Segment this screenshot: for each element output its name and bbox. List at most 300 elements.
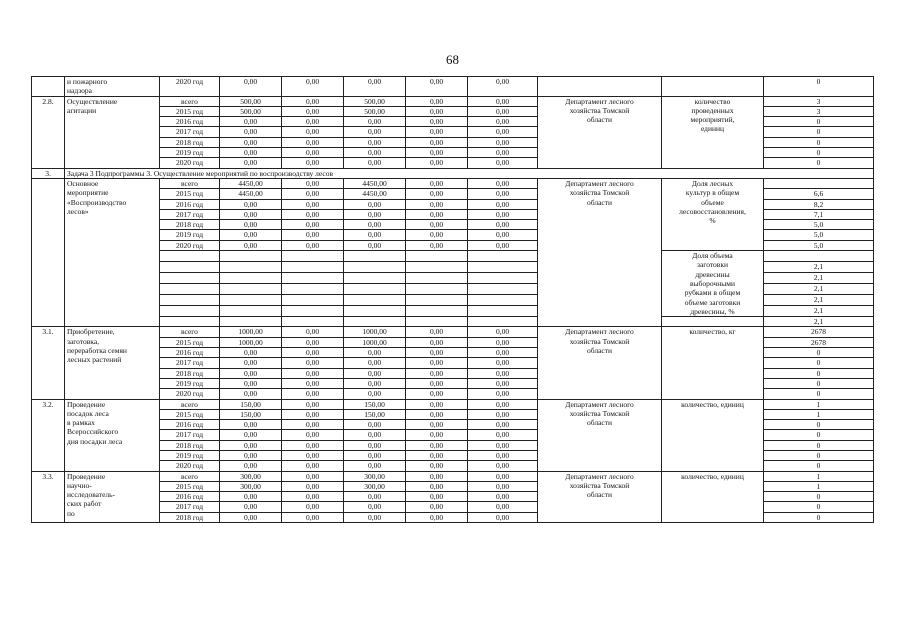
table-row xyxy=(32,399,874,409)
cell-extrabudget-funding: 0,00 xyxy=(468,450,538,460)
cell-responsible-department: Департамент лесного хозяйства Томской области xyxy=(538,96,662,168)
cell-period: 2018 год xyxy=(160,440,220,450)
cell-extrabudget-funding: 0,00 xyxy=(468,461,538,471)
cell-period: всего xyxy=(160,471,220,481)
cell-indicator-value: 2,1 xyxy=(764,262,874,273)
cell-period: 2017 год xyxy=(160,502,220,512)
cell-total-funding: 0,00 xyxy=(220,368,282,378)
cell-period xyxy=(160,273,220,284)
cell-period: всего xyxy=(160,178,220,188)
cell-regional-funding: 0,00 xyxy=(344,199,406,209)
cell-federal-funding: 0,00 xyxy=(282,137,344,147)
cell-total-funding: 0,00 xyxy=(220,492,282,502)
cell-indicator-value: 0 xyxy=(764,148,874,158)
cell-regional-funding: 500,00 xyxy=(344,96,406,106)
cell-total-funding: 0,00 xyxy=(220,209,282,219)
cell-indicator-value: 0 xyxy=(764,440,874,450)
cell-regional-funding: 0,00 xyxy=(344,492,406,502)
cell-extrabudget-funding xyxy=(468,273,538,284)
cell-indicator-value: 0 xyxy=(764,368,874,378)
cell-indicator-value: 0 xyxy=(764,502,874,512)
cell-total-funding: 0,00 xyxy=(220,430,282,440)
cell-item-number: 3.3. xyxy=(32,471,65,522)
cell-regional-funding: 0,00 xyxy=(344,137,406,147)
cell-indicator-value: 2,1 xyxy=(764,317,874,327)
cell-activity-name: Приобретение, заготовка, переработка семян лесных растений xyxy=(65,327,160,399)
cell-period: 2016 год xyxy=(160,420,220,430)
cell-federal-funding: 0,00 xyxy=(282,199,344,209)
cell-total-funding: 0,00 xyxy=(220,502,282,512)
cell-local-funding: 0,00 xyxy=(406,492,468,502)
cell-extrabudget-funding: 0,00 xyxy=(468,230,538,240)
table-row xyxy=(32,471,874,481)
cell-total-funding xyxy=(220,273,282,284)
cell-indicator-value: 0 xyxy=(764,117,874,127)
cell-regional-funding: 0,00 xyxy=(344,230,406,240)
cell-regional-funding: 0,00 xyxy=(344,512,406,522)
cell-indicator-value: 0 xyxy=(764,461,874,471)
cell-local-funding: 0,00 xyxy=(406,199,468,209)
cell-period: 2017 год xyxy=(160,358,220,368)
cell-extrabudget-funding: 0,00 xyxy=(468,502,538,512)
cell-regional-funding: 1000,00 xyxy=(344,337,406,347)
cell-federal-funding: 0,00 xyxy=(282,461,344,471)
cell-responsible-department xyxy=(538,77,662,97)
cell-total-funding: 0,00 xyxy=(220,127,282,137)
cell-indicator-value: 3 xyxy=(764,96,874,106)
table-row xyxy=(32,77,874,97)
cell-extrabudget-funding: 0,00 xyxy=(468,106,538,116)
cell-total-funding: 0,00 xyxy=(220,389,282,399)
cell-period: 2016 год xyxy=(160,348,220,358)
cell-total-funding: 0,00 xyxy=(220,158,282,168)
cell-total-funding: 0,00 xyxy=(220,148,282,158)
cell-indicator-value: 0 xyxy=(764,378,874,388)
cell-local-funding: 0,00 xyxy=(406,399,468,409)
cell-period: 2020 год xyxy=(160,240,220,250)
cell-extrabudget-funding xyxy=(468,251,538,262)
cell-regional-funding xyxy=(344,273,406,284)
cell-total-funding: 150,00 xyxy=(220,399,282,409)
cell-extrabudget-funding: 0,00 xyxy=(468,492,538,502)
cell-indicator-value: 2,1 xyxy=(764,306,874,317)
cell-regional-funding: 0,00 xyxy=(344,378,406,388)
cell-regional-funding xyxy=(344,306,406,317)
cell-extrabudget-funding: 0,00 xyxy=(468,148,538,158)
page-number: 68 xyxy=(446,52,459,67)
cell-period: 2019 год xyxy=(160,378,220,388)
cell-regional-funding: 300,00 xyxy=(344,471,406,481)
cell-regional-funding: 0,00 xyxy=(344,348,406,358)
cell-extrabudget-funding: 0,00 xyxy=(468,378,538,388)
cell-local-funding: 0,00 xyxy=(406,137,468,147)
cell-regional-funding: 0,00 xyxy=(344,430,406,440)
cell-total-funding: 500,00 xyxy=(220,96,282,106)
cell-federal-funding xyxy=(282,251,344,262)
cell-federal-funding: 0,00 xyxy=(282,220,344,230)
cell-indicator-value: 0 xyxy=(764,512,874,522)
cell-local-funding: 0,00 xyxy=(406,348,468,358)
cell-indicator-value: 0 xyxy=(764,492,874,502)
cell-regional-funding: 4450,00 xyxy=(344,178,406,188)
cell-period: 2019 год xyxy=(160,450,220,460)
cell-total-funding xyxy=(220,284,282,295)
cell-federal-funding: 0,00 xyxy=(282,106,344,116)
cell-extrabudget-funding: 0,00 xyxy=(468,199,538,209)
task-row xyxy=(32,168,874,178)
cell-indicator-name: количество, единиц xyxy=(662,471,764,522)
cell-total-funding: 0,00 xyxy=(220,461,282,471)
cell-total-funding: 0,00 xyxy=(220,378,282,388)
cell-responsible-department: Департамент лесного хозяйства Томской области xyxy=(538,471,662,522)
cell-indicator-value: 5,0 xyxy=(764,230,874,240)
cell-indicator-value: 2,1 xyxy=(764,295,874,306)
cell-item-number: 2.8. xyxy=(32,96,65,168)
cell-extrabudget-funding: 0,00 xyxy=(468,189,538,199)
cell-total-funding: 300,00 xyxy=(220,481,282,491)
cell-total-funding xyxy=(220,251,282,262)
cell-activity-name: Основное мероприятие «Воспроизводство лесов» xyxy=(65,178,160,326)
cell-local-funding: 0,00 xyxy=(406,430,468,440)
cell-indicator-value: 5,0 xyxy=(764,240,874,250)
cell-total-funding: 0,00 xyxy=(220,348,282,358)
cell-federal-funding xyxy=(282,284,344,295)
cell-total-funding: 0,00 xyxy=(220,440,282,450)
cell-federal-funding xyxy=(282,317,344,327)
cell-extrabudget-funding: 0,00 xyxy=(468,327,538,337)
cell-indicator-value: 2678 xyxy=(764,327,874,337)
cell-indicator-value: 8,2 xyxy=(764,199,874,209)
cell-task-title: Задача 3 Подпрограммы 3. Осуществление мероприятий по воспроизводству лесов xyxy=(65,168,874,178)
cell-federal-funding: 0,00 xyxy=(282,471,344,481)
cell-regional-funding: 0,00 xyxy=(344,220,406,230)
cell-local-funding xyxy=(406,306,468,317)
table-row xyxy=(32,178,874,188)
cell-extrabudget-funding xyxy=(468,317,538,327)
cell-period xyxy=(160,284,220,295)
cell-local-funding: 0,00 xyxy=(406,230,468,240)
cell-regional-funding: 0,00 xyxy=(344,389,406,399)
cell-total-funding: 0,00 xyxy=(220,77,282,97)
cell-period: 2015 год xyxy=(160,106,220,116)
cell-regional-funding xyxy=(344,317,406,327)
cell-responsible-department: Департамент лесного хозяйства Томской области xyxy=(538,327,662,399)
cell-federal-funding: 0,00 xyxy=(282,389,344,399)
cell-extrabudget-funding xyxy=(468,306,538,317)
cell-indicator-name: количество, кг xyxy=(662,327,764,399)
cell-local-funding: 0,00 xyxy=(406,77,468,97)
cell-federal-funding: 0,00 xyxy=(282,420,344,430)
cell-regional-funding: 0,00 xyxy=(344,148,406,158)
cell-federal-funding: 0,00 xyxy=(282,492,344,502)
cell-federal-funding: 0,00 xyxy=(282,512,344,522)
cell-local-funding: 0,00 xyxy=(406,512,468,522)
cell-local-funding: 0,00 xyxy=(406,158,468,168)
cell-total-funding: 0,00 xyxy=(220,220,282,230)
cell-indicator-value: 0 xyxy=(764,348,874,358)
cell-period: 2020 год xyxy=(160,461,220,471)
cell-total-funding: 0,00 xyxy=(220,240,282,250)
cell-extrabudget-funding: 0,00 xyxy=(468,368,538,378)
cell-local-funding xyxy=(406,317,468,327)
cell-extrabudget-funding xyxy=(468,284,538,295)
cell-period: 2016 год xyxy=(160,117,220,127)
cell-indicator-value: 0 xyxy=(764,137,874,147)
cell-period: всего xyxy=(160,327,220,337)
cell-regional-funding xyxy=(344,295,406,306)
cell-period xyxy=(160,295,220,306)
cell-total-funding xyxy=(220,306,282,317)
cell-local-funding: 0,00 xyxy=(406,178,468,188)
cell-indicator-name: Доля лесных культур в общем объеме лесовосстановления, % xyxy=(662,178,764,250)
cell-local-funding: 0,00 xyxy=(406,461,468,471)
cell-regional-funding: 150,00 xyxy=(344,399,406,409)
cell-total-funding: 0,00 xyxy=(220,358,282,368)
cell-item-number xyxy=(32,77,65,97)
cell-local-funding xyxy=(406,295,468,306)
cell-federal-funding: 0,00 xyxy=(282,77,344,97)
cell-local-funding: 0,00 xyxy=(406,127,468,137)
cell-federal-funding: 0,00 xyxy=(282,440,344,450)
cell-regional-funding: 0,00 xyxy=(344,77,406,97)
cell-extrabudget-funding: 0,00 xyxy=(468,158,538,168)
cell-total-funding xyxy=(220,317,282,327)
cell-total-funding: 500,00 xyxy=(220,106,282,116)
cell-federal-funding: 0,00 xyxy=(282,481,344,491)
cell-total-funding: 4450,00 xyxy=(220,178,282,188)
cell-responsible-department: Департамент лесного хозяйства Томской области xyxy=(538,399,662,471)
cell-federal-funding: 0,00 xyxy=(282,209,344,219)
cell-regional-funding: 0,00 xyxy=(344,440,406,450)
cell-extrabudget-funding: 0,00 xyxy=(468,430,538,440)
cell-federal-funding: 0,00 xyxy=(282,127,344,137)
cell-period: 2017 год xyxy=(160,209,220,219)
cell-period xyxy=(160,317,220,327)
cell-indicator-value: 2,1 xyxy=(764,273,874,284)
cell-local-funding xyxy=(406,284,468,295)
cell-local-funding: 0,00 xyxy=(406,96,468,106)
cell-indicator-name xyxy=(662,317,764,327)
cell-period: 2017 год xyxy=(160,430,220,440)
cell-extrabudget-funding: 0,00 xyxy=(468,178,538,188)
cell-local-funding xyxy=(406,262,468,273)
cell-federal-funding: 0,00 xyxy=(282,158,344,168)
cell-regional-funding xyxy=(344,284,406,295)
cell-period: 2018 год xyxy=(160,512,220,522)
cell-federal-funding: 0,00 xyxy=(282,502,344,512)
cell-indicator-value: 0 xyxy=(764,389,874,399)
cell-federal-funding: 0,00 xyxy=(282,409,344,419)
cell-indicator-value: 2678 xyxy=(764,337,874,347)
cell-extrabudget-funding: 0,00 xyxy=(468,389,538,399)
cell-extrabudget-funding: 0,00 xyxy=(468,512,538,522)
program-activities-table xyxy=(31,76,874,523)
cell-regional-funding: 0,00 xyxy=(344,240,406,250)
cell-extrabudget-funding: 0,00 xyxy=(468,127,538,137)
cell-local-funding: 0,00 xyxy=(406,337,468,347)
cell-item-number xyxy=(32,178,65,326)
cell-local-funding: 0,00 xyxy=(406,502,468,512)
cell-local-funding xyxy=(406,251,468,262)
cell-extrabudget-funding: 0,00 xyxy=(468,399,538,409)
cell-responsible-department: Департамент лесного хозяйства Томской области xyxy=(538,178,662,326)
cell-period: 2020 год xyxy=(160,389,220,399)
cell-local-funding: 0,00 xyxy=(406,327,468,337)
cell-indicator-value: 5,0 xyxy=(764,220,874,230)
cell-period: 2019 год xyxy=(160,148,220,158)
cell-period: 2018 год xyxy=(160,368,220,378)
cell-extrabudget-funding: 0,00 xyxy=(468,337,538,347)
cell-total-funding: 150,00 xyxy=(220,409,282,419)
cell-local-funding: 0,00 xyxy=(406,368,468,378)
cell-regional-funding: 500,00 xyxy=(344,106,406,116)
cell-federal-funding: 0,00 xyxy=(282,230,344,240)
cell-indicator-name: количество проведенных мероприятий, единиц xyxy=(662,96,764,168)
cell-total-funding: 0,00 xyxy=(220,230,282,240)
cell-federal-funding: 0,00 xyxy=(282,117,344,127)
cell-period: 2017 год xyxy=(160,127,220,137)
cell-local-funding xyxy=(406,273,468,284)
cell-regional-funding: 0,00 xyxy=(344,158,406,168)
cell-task-number: 3. xyxy=(32,168,65,178)
cell-period: 2019 год xyxy=(160,230,220,240)
cell-period xyxy=(160,306,220,317)
cell-activity-name: Осуществление агитации xyxy=(65,96,160,168)
cell-extrabudget-funding: 0,00 xyxy=(468,409,538,419)
cell-local-funding: 0,00 xyxy=(406,220,468,230)
cell-indicator-value: 2,1 xyxy=(764,284,874,295)
cell-local-funding: 0,00 xyxy=(406,389,468,399)
cell-total-funding: 0,00 xyxy=(220,137,282,147)
cell-indicator-value: 1 xyxy=(764,471,874,481)
cell-local-funding: 0,00 xyxy=(406,240,468,250)
cell-total-funding: 0,00 xyxy=(220,199,282,209)
cell-indicator-value: 1 xyxy=(764,399,874,409)
cell-extrabudget-funding: 0,00 xyxy=(468,358,538,368)
cell-total-funding: 1000,00 xyxy=(220,327,282,337)
cell-extrabudget-funding: 0,00 xyxy=(468,471,538,481)
cell-total-funding: 4450,00 xyxy=(220,189,282,199)
cell-federal-funding xyxy=(282,295,344,306)
cell-extrabudget-funding: 0,00 xyxy=(468,420,538,430)
cell-federal-funding: 0,00 xyxy=(282,358,344,368)
cell-total-funding: 300,00 xyxy=(220,471,282,481)
cell-regional-funding: 0,00 xyxy=(344,502,406,512)
cell-period: 2016 год xyxy=(160,492,220,502)
cell-federal-funding: 0,00 xyxy=(282,368,344,378)
cell-indicator-value: 0 xyxy=(764,158,874,168)
cell-local-funding: 0,00 xyxy=(406,440,468,450)
cell-indicator-name xyxy=(662,77,764,97)
cell-indicator-value: 1 xyxy=(764,409,874,419)
cell-local-funding: 0,00 xyxy=(406,420,468,430)
cell-local-funding: 0,00 xyxy=(406,117,468,127)
cell-total-funding: 0,00 xyxy=(220,450,282,460)
cell-period: 2018 год xyxy=(160,137,220,147)
cell-indicator-name: количество, единиц xyxy=(662,399,764,471)
cell-period: всего xyxy=(160,399,220,409)
cell-regional-funding: 150,00 xyxy=(344,409,406,419)
cell-federal-funding: 0,00 xyxy=(282,378,344,388)
cell-extrabudget-funding: 0,00 xyxy=(468,348,538,358)
cell-federal-funding xyxy=(282,273,344,284)
cell-extrabudget-funding: 0,00 xyxy=(468,137,538,147)
cell-indicator-value: 0 xyxy=(764,77,874,97)
cell-regional-funding: 1000,00 xyxy=(344,327,406,337)
cell-regional-funding: 0,00 xyxy=(344,209,406,219)
cell-period: 2016 год xyxy=(160,199,220,209)
cell-regional-funding: 300,00 xyxy=(344,481,406,491)
cell-indicator-value: 0 xyxy=(764,430,874,440)
cell-federal-funding: 0,00 xyxy=(282,450,344,460)
cell-federal-funding: 0,00 xyxy=(282,178,344,188)
cell-regional-funding: 0,00 xyxy=(344,358,406,368)
cell-period: 2015 год xyxy=(160,337,220,347)
cell-federal-funding xyxy=(282,306,344,317)
cell-local-funding: 0,00 xyxy=(406,209,468,219)
cell-local-funding: 0,00 xyxy=(406,409,468,419)
cell-activity-name: Проведение посадок леса в рамках Всероссийского дня посадки леса xyxy=(65,399,160,471)
cell-local-funding: 0,00 xyxy=(406,148,468,158)
cell-federal-funding: 0,00 xyxy=(282,148,344,158)
cell-indicator-value xyxy=(764,178,874,188)
cell-indicator-value: 1 xyxy=(764,481,874,491)
cell-indicator-value: 0 xyxy=(764,358,874,368)
cell-extrabudget-funding: 0,00 xyxy=(468,440,538,450)
cell-period: 2015 год xyxy=(160,481,220,491)
cell-total-funding xyxy=(220,295,282,306)
table-row xyxy=(32,96,874,106)
cell-period: 2015 год xyxy=(160,189,220,199)
table-row xyxy=(32,327,874,337)
cell-regional-funding: 0,00 xyxy=(344,461,406,471)
cell-activity-name: и пожарного надзора xyxy=(65,77,160,97)
cell-total-funding xyxy=(220,262,282,273)
cell-federal-funding xyxy=(282,262,344,273)
cell-extrabudget-funding: 0,00 xyxy=(468,77,538,97)
cell-period: 2020 год xyxy=(160,158,220,168)
cell-indicator-value: 0 xyxy=(764,450,874,460)
cell-indicator-value xyxy=(764,251,874,262)
cell-regional-funding: 0,00 xyxy=(344,368,406,378)
cell-regional-funding xyxy=(344,262,406,273)
cell-federal-funding: 0,00 xyxy=(282,337,344,347)
cell-indicator-value: 0 xyxy=(764,127,874,137)
cell-regional-funding: 0,00 xyxy=(344,127,406,137)
cell-extrabudget-funding xyxy=(468,295,538,306)
cell-item-number: 3.1. xyxy=(32,327,65,399)
cell-local-funding: 0,00 xyxy=(406,378,468,388)
cell-federal-funding: 0,00 xyxy=(282,240,344,250)
cell-period xyxy=(160,262,220,273)
cell-total-funding: 0,00 xyxy=(220,420,282,430)
cell-federal-funding: 0,00 xyxy=(282,399,344,409)
cell-regional-funding xyxy=(344,251,406,262)
cell-item-number: 3.2. xyxy=(32,399,65,471)
cell-indicator-name: Доля объема заготовки древесины выборочными рубками в общем объеме заготовки древесины, % xyxy=(662,251,764,317)
cell-activity-name: Проведение научно- исследователь- ских работ по xyxy=(65,471,160,522)
cell-regional-funding: 0,00 xyxy=(344,450,406,460)
cell-regional-funding: 0,00 xyxy=(344,420,406,430)
cell-indicator-value: 6,6 xyxy=(764,189,874,199)
cell-federal-funding: 0,00 xyxy=(282,348,344,358)
cell-indicator-value: 0 xyxy=(764,420,874,430)
cell-local-funding: 0,00 xyxy=(406,189,468,199)
cell-period: 2020 год xyxy=(160,77,220,97)
cell-period: 2018 год xyxy=(160,220,220,230)
cell-total-funding: 1000,00 xyxy=(220,337,282,347)
cell-period: всего xyxy=(160,96,220,106)
